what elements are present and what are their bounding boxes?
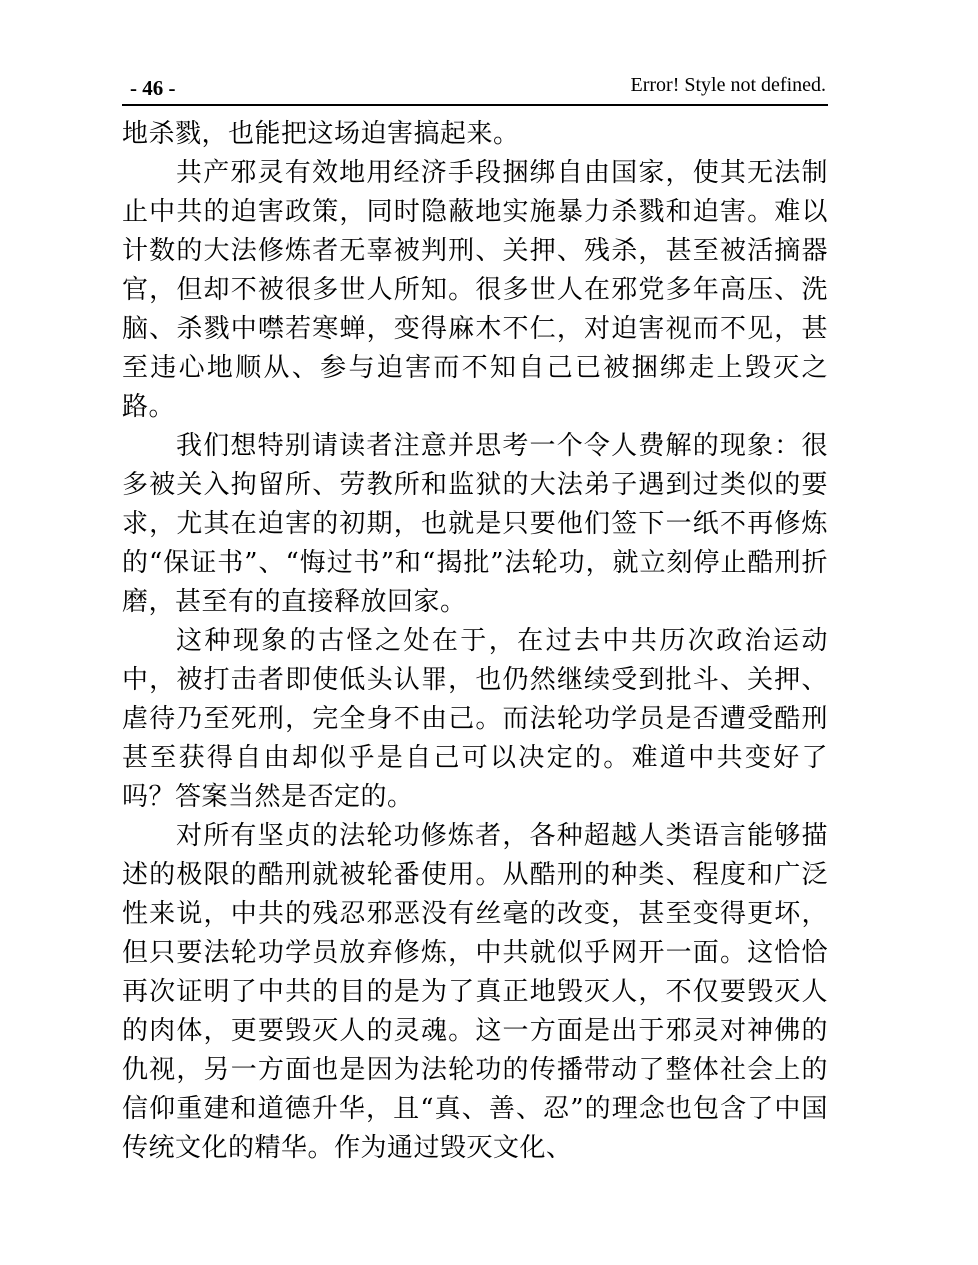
page-number: - 46 - <box>130 76 176 100</box>
paragraph: 共产邪灵有效地用经济手段捆绑自由国家，使其无法制止中共的迫害政策，同时隐蔽地实施暴力杀戮和迫害。难以计数的大法修炼者无辜被判刑、关押、残杀，甚至被活摘器官，但却不被很多世人所知。很多世人在邪党多年高压、洗脑、杀戮中噤若寒蝉，变得麻木不仁，对迫害视而不见，甚至违心地顺从、参与迫害而不知自己已被捆绑走上毁灭之路。 <box>122 158 828 422</box>
page-header <box>122 70 828 106</box>
paragraph: 对所有坚贞的法轮功修炼者，各种超越人类语言能够描述的极限的酷刑就被轮番使用。从酷刑的种类、程度和广泛性来说，中共的残忍邪恶没有丝毫的改变，甚至变得更坏，但只要法轮功学员放弃修炼，中共就似乎网开一面。这恰恰再次证明了中共的目的是为了真正地毁灭人，不仅要毁灭人的肉体，更要毁灭人的灵魂。这一方面是出于邪灵对神佛的仇视，另一方面也是因为法轮功的传播带动了整体社会上的信仰重建和道德升华，且“真、善、忍”的理念也包含了中国传统文化的精华。作为通过毁灭文化、 <box>122 821 828 1163</box>
document-page <box>122 70 828 1168</box>
paragraph-continuation: 地杀戮，也能把这场迫害搞起来。 <box>122 119 520 149</box>
paragraph: 这种现象的古怪之处在于，在过去中共历次政治运动中，被打击者即使低头认罪，也仍然继续受到批斗、关押、虐待乃至死刑，完全身不由己。而法轮功学员是否遭受酷刑甚至获得自由却似乎是自己可以决定的。难道中共变好了吗？答案当然是否定的。 <box>122 626 828 812</box>
body-text <box>122 115 828 1168</box>
running-title: Error! Style not defined. <box>630 74 826 96</box>
paragraph: 我们想特别请读者注意并思考一个令人费解的现象：很多被关入拘留所、劳教所和监狱的大法弟子遇到过类似的要求，尤其在迫害的初期，也就是只要他们签下一纸不再修炼的“保证书”、“悔过书”和“揭批”法轮功，就立刻停止酷刑折磨，甚至有的直接释放回家。 <box>122 431 828 617</box>
